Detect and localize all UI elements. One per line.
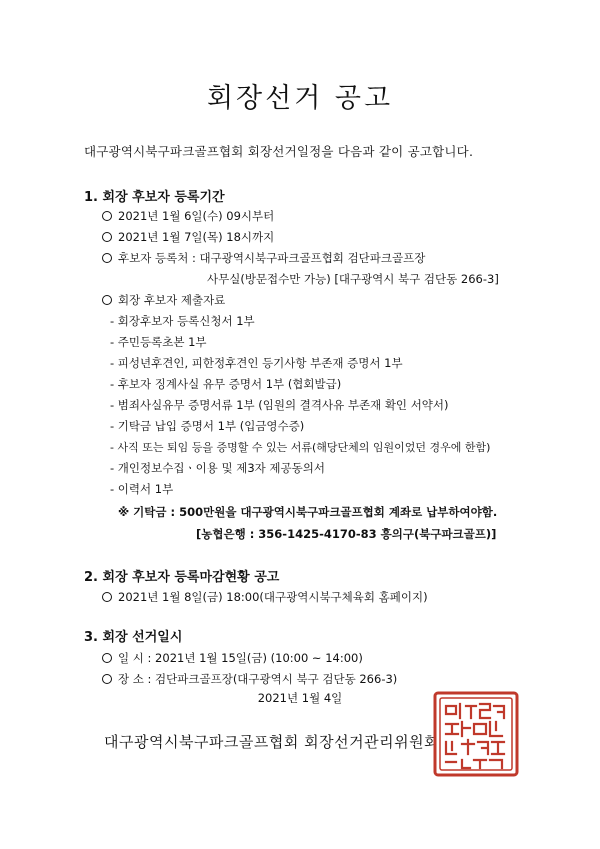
circle-bullet-icon — [102, 592, 112, 602]
registration-place-detail: 사무실(방문접수만 가능) [대구광역시 북구 검단동 266-3] — [207, 272, 499, 286]
circle-bullet-icon — [102, 674, 112, 684]
document-item: - 후보자 징계사실 유무 증명서 1부 (협회발급) — [110, 377, 342, 391]
circle-bullet-icon — [102, 653, 112, 663]
document-item: - 범죄사실유무 증명서류 1부 (임원의 결격사유 부존재 확인 서약서) — [110, 398, 449, 412]
closing-announcement: 2021년 1월 8일(금) 18:00(대구광역시북구체육회 홈페이지) — [102, 589, 428, 605]
documents-heading: 회장 후보자 제출자료 — [102, 292, 225, 308]
document-item: - 피성년후견인, 피한정후견인 등기사항 부존재 증명서 1부 — [110, 356, 403, 370]
section-3-heading: 3. 회장 선거일시 — [84, 630, 183, 645]
election-datetime: 일 시 : 2021년 1월 15일(금) (10:00 ~ 14:00) — [102, 650, 363, 666]
issuer-name: 대구광역시북구파크골프협회 회장선거관리위원회 — [104, 733, 440, 751]
document-item: - 주민등록초본 1부 — [110, 335, 207, 349]
announcement-date: 2021년 1월 4일 — [257, 691, 343, 705]
intro-text: 대구광역시북구파크골프협회 회장선거일정을 다음과 같이 공고합니다. — [84, 144, 474, 159]
document-item: - 기탁금 납입 증명서 1부 (입금영수증) — [110, 419, 305, 433]
bank-account: [농협은행 : 356-1425-4170-83 흥의구(북구파크골프)] — [196, 527, 497, 541]
official-seal-icon — [432, 690, 520, 782]
deposit-note: ※ 기탁금 : 500만원을 대구광역시북구파크골프협회 계좌로 납부하여야함. — [118, 505, 498, 519]
document-item: - 이력서 1부 — [110, 482, 174, 496]
section-1-heading: 1. 회장 후보자 등록기간 — [84, 190, 225, 205]
circle-bullet-icon — [102, 295, 112, 305]
page-title: 회장선거 공고 — [206, 83, 394, 114]
registration-end: 2021년 1월 7일(목) 18시까지 — [102, 229, 274, 245]
election-place: 장 소 : 검단파크골프장(대구광역시 북구 검단동 266-3) — [102, 671, 397, 687]
section-2-heading: 2. 회장 후보자 등록마감현황 공고 — [84, 570, 280, 585]
document-item: - 사직 또는 퇴임 등을 증명할 수 있는 서류(해당단체의 임원이었던 경우에 한함) — [110, 441, 491, 454]
circle-bullet-icon — [102, 253, 112, 263]
circle-bullet-icon — [102, 232, 112, 242]
registration-place: 후보자 등록처 : 대구광역시북구파크골프협회 검단파크골프장 — [102, 250, 425, 266]
registration-start: 2021년 1월 6일(수) 09시부터 — [102, 208, 274, 224]
document-item: - 개인정보수집ㆍ이용 및 제3자 제공동의서 — [110, 461, 325, 475]
document-item: - 회장후보자 등록신청서 1부 — [110, 314, 255, 328]
circle-bullet-icon — [102, 211, 112, 221]
